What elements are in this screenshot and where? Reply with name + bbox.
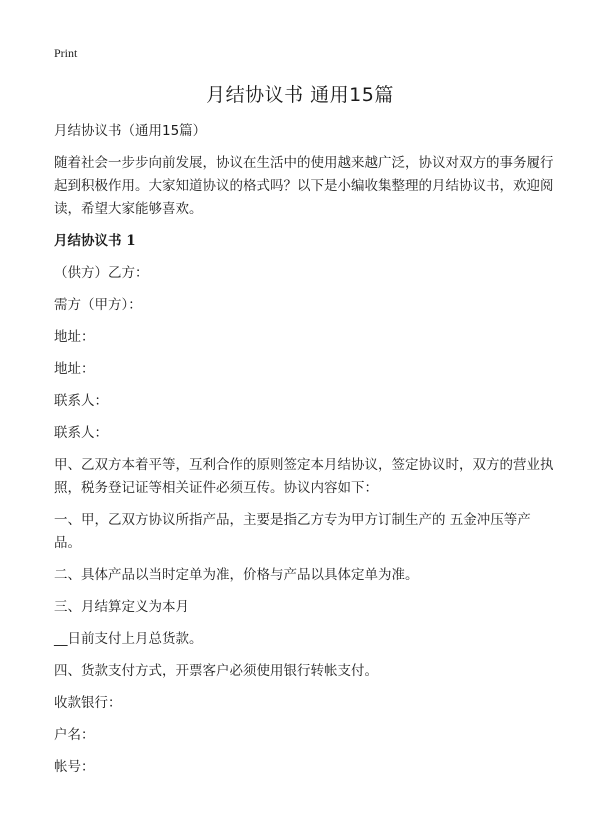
- account-name-line: 户名：: [54, 727, 95, 743]
- supplier-party-line: （供方）乙方：: [54, 265, 149, 281]
- address-line: 地址：: [54, 361, 95, 377]
- clause-two-paragraph: 二、具体产品以当时定单为准，价格与产品以具体定单为准。: [54, 567, 419, 583]
- address-line: 地址：: [54, 329, 95, 345]
- print-label: Print: [54, 46, 78, 60]
- document-subtitle: 月结协议书（通用15篇）: [54, 123, 207, 139]
- contact-line: 联系人：: [54, 393, 108, 409]
- contact-line: 联系人：: [54, 425, 108, 441]
- agreement-principle-paragraph: 甲、乙双方本着平等，互利合作的原则签定本月结协议，签定协议时，双方的营业执照，税务登记证等相关证件必须互传。协议内容如下：: [54, 457, 554, 496]
- account-number-line: 帐号：: [54, 759, 95, 775]
- clause-three-paragraph: 三、月结算定义为本月: [54, 599, 189, 615]
- receiving-bank-line: 收款银行：: [54, 695, 122, 711]
- section-heading: 月结协议书 1: [54, 233, 136, 249]
- intro-paragraph: 随着社会一步步向前发展，协议在生活中的使用越来越广泛，协议对双方的事务履行起到积极作用。大家知道协议的格式吗？以下是小编收集整理的月结协议书，欢迎阅读，希望大家能够喜欢。: [54, 155, 554, 217]
- document-body: [54, 120, 554, 788]
- clause-four-paragraph: 四、货款支付方式，开票客户必须使用银行转帐支付。: [54, 663, 378, 679]
- buyer-party-line: 需方（甲方）：: [54, 297, 142, 313]
- clause-one-paragraph: 一、甲，乙双方协议所指产品，主要是指乙方专为甲方订制生产的 五金冲压等产品。: [54, 512, 531, 551]
- payment-deadline-line: __日前支付上月总货款。: [54, 631, 203, 647]
- document-title: 月结协议书 通用15篇: [206, 84, 394, 106]
